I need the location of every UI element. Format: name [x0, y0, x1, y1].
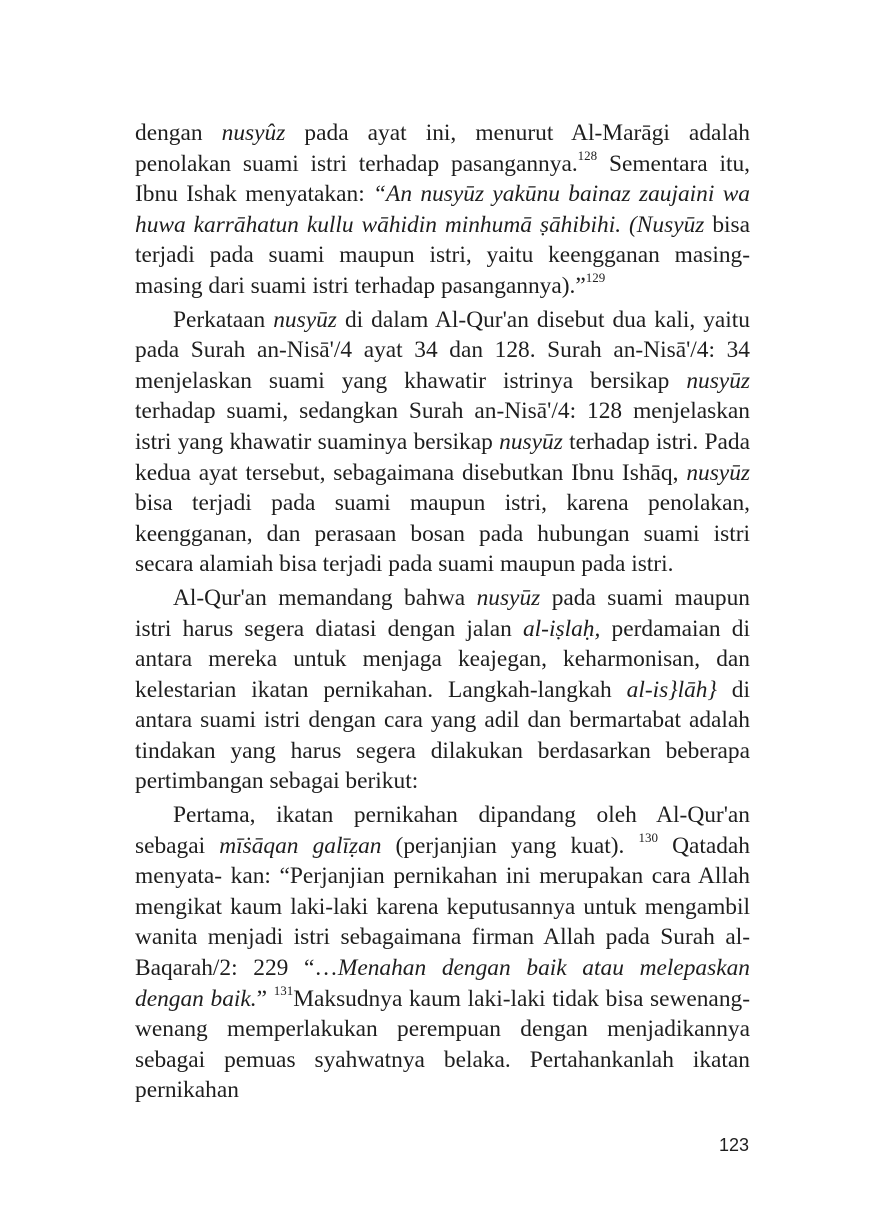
- italic-term: nusyūz: [686, 459, 750, 486]
- italic-term: Menahan dengan baik atau melepaskan dengan baik.: [135, 955, 750, 1012]
- footnote-ref: 130: [638, 829, 658, 845]
- italic-term: al-iṣlaḥ,: [522, 615, 601, 642]
- italic-term: nusyūz: [476, 584, 541, 611]
- text-run: ”: [256, 985, 274, 1012]
- page-number: 123: [718, 1135, 749, 1155]
- italic-term: “An nusyūz yakūnu bainaz zaujaini wa huwa karrāhatun kullu wāhidin minhumā ṣāhibihi. (Nusyūz: [135, 181, 750, 238]
- italic-term: al-is}lāh}: [626, 676, 717, 703]
- paragraph: [135, 118, 750, 302]
- text-run: terhadap istri. Pada kedua ayat tersebut, sebagaimana disebutkan Ibnu Ishāq,: [135, 428, 750, 486]
- text-run: Perkataan: [173, 306, 274, 333]
- text-run: di antara suami istri dengan cara yang adil dan bermartabat adalah tindakan yang harus segera dilakukan berdasarkan beberapa pertimbangan sebagai berikut:: [135, 676, 750, 795]
- text-run: pada ayat ini, menurut Al-Marāgi adalah penolakan suami istri terhadap pasangannya.: [135, 120, 750, 177]
- italic-term: nusyûz: [221, 120, 286, 146]
- italic-term: nusyūz: [499, 428, 563, 455]
- text-run: bisa terjadi pada suami maupun istri, yaitu keengganan masing-masing dari suami istri terhadap pasangannya).”: [135, 211, 751, 299]
- paragraph: [135, 305, 750, 580]
- page-body: [135, 118, 750, 1106]
- text-run: Maksudnya kaum laki-laki tidak bisa sewenang-wenang memperlakukan perempuan dengan menjadikannya sebagai pemuas syahwatnya belaka. Pertahankanlah ikatan pernikahan: [135, 985, 750, 1104]
- text-run: pada suami maupun istri harus segera diatasi dengan jalan: [135, 584, 750, 642]
- footnote-ref: 131: [273, 982, 294, 998]
- text-run: bisa terjadi pada suami maupun istri, karena penolakan, keengganan, dan perasaan bosan pada hubungan suami istri secara alamiah bisa terjadi pada suami maupun pada istri.: [135, 490, 750, 578]
- text-run: di dalam Al-Qur'an disebut dua kali, yaitu pada Surah an-Nisā'/4 ayat 34 dan 128. Surah an-Nisā'/4: 34 menjelaskan suami yang khawatir istrinya bersikap: [135, 306, 750, 394]
- italic-term: nusyūz: [273, 306, 337, 333]
- italic-term: nusyūz: [686, 367, 750, 394]
- text-run: (perjanjian yang kuat).: [381, 832, 639, 859]
- text-run: dengan: [135, 120, 222, 146]
- text-run: perdamaian di antara mereka untuk menjaga keajegan, keharmonisan, dan kelestarian ikatan pernikahan. Langkah-langkah: [135, 615, 750, 703]
- text-run: Sementara itu, Ibnu Ishak menyatakan:: [135, 150, 750, 208]
- text-run: Pertama, ikatan pernikahan dipandang oleh Al-Qur'an sebagai: [135, 802, 750, 859]
- footnote-ref: 129: [585, 270, 606, 286]
- text-run: Al-Qur'an memandang bahwa: [173, 584, 477, 611]
- footnote-ref: 128: [577, 147, 598, 163]
- text-run: terhadap suami, sedangkan Surah an-Nisā'/4: 128 menjelaskan istri yang khawatir suaminya bersikap: [135, 398, 750, 455]
- text-run: Qatadah menyata- kan: “Perjanjian pernikahan ini merupakan cara Allah mengikat kaum laki-laki karena keputusannya untuk mengambil wanita menjadi istri sebagaimana firman Allah pada Surah al-Baqarah/2: 229 “…: [135, 832, 750, 982]
- paragraph: [135, 583, 750, 797]
- italic-term: mīṡāqan galīẓan: [219, 832, 382, 859]
- paragraph: [135, 800, 750, 1106]
